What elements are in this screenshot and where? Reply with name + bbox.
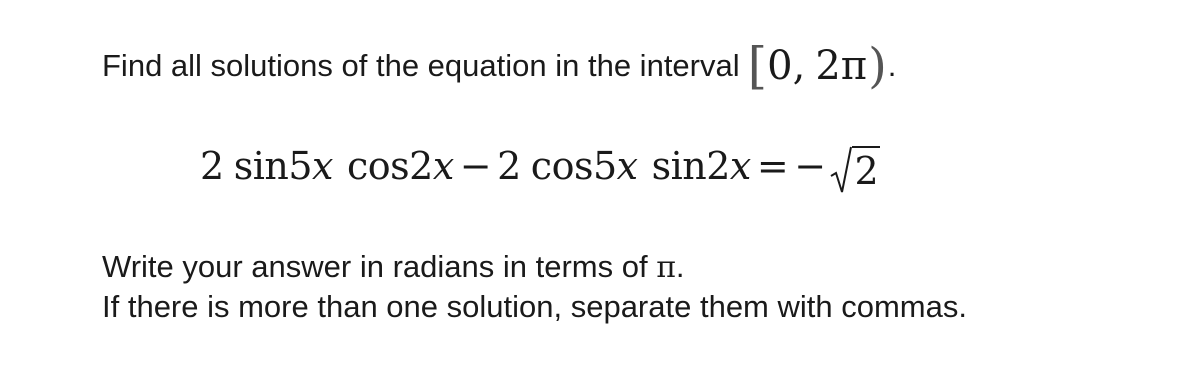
- interval-expression: [747, 37, 897, 95]
- problem-prompt: [102, 37, 897, 95]
- eq-cos-2: cos: [530, 144, 593, 188]
- instruction-radians-period: .: [675, 249, 685, 284]
- interval-open-bracket: [: [747, 37, 768, 95]
- eq-negative-sign: −: [794, 144, 826, 188]
- eq-coefficient-2: 2: [497, 144, 521, 188]
- radical-sign-icon: [830, 146, 852, 194]
- pi-symbol: π: [656, 250, 676, 285]
- eq-equals: =: [756, 144, 789, 188]
- square-root: [830, 146, 881, 194]
- instruction-commas: If there is more than one solution, separate them with commas.: [102, 289, 967, 324]
- instruction-radians-text: Write your answer in radians in terms of: [102, 249, 648, 284]
- eq-sin-2: sin: [651, 144, 707, 188]
- interval-period: .: [887, 48, 897, 83]
- eq-arg-2: 2: [409, 144, 433, 188]
- eq-coefficient-1: 2: [200, 144, 224, 188]
- radicand: 2: [852, 146, 881, 194]
- eq-var-4: x: [729, 144, 751, 188]
- eq-arg-4: 2: [706, 144, 730, 188]
- eq-var-2: x: [432, 144, 454, 188]
- eq-var-1: x: [312, 144, 333, 188]
- interval-upper: 2π: [815, 43, 868, 89]
- eq-arg-1: 5: [288, 144, 313, 188]
- eq-arg-3: 5: [592, 144, 617, 188]
- prompt-text: Find all solutions of the equation in the interval: [102, 48, 740, 83]
- trig-equation: [200, 138, 880, 194]
- interval-lower: 0,: [767, 43, 806, 89]
- instruction-radians: [102, 247, 685, 288]
- interval-close-paren: ): [868, 38, 887, 94]
- eq-var-3: x: [616, 144, 638, 188]
- eq-minus: −: [459, 144, 492, 188]
- eq-sin-1: sin: [233, 144, 289, 188]
- eq-cos-1: cos: [346, 144, 410, 188]
